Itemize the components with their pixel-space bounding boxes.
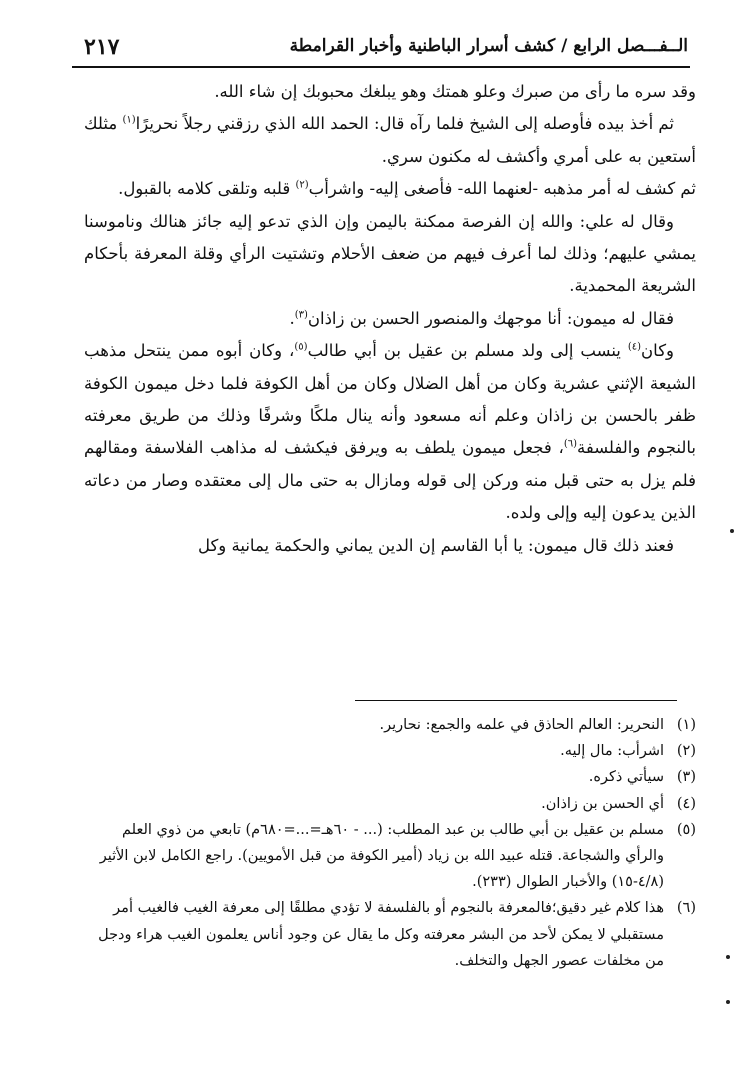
footnote-number: (١) bbox=[676, 717, 696, 733]
footnote-ref-4[interactable]: (٤) bbox=[627, 341, 642, 353]
footnote-text: هذا كلام غير دقيق؛فالمعرفة بالنجوم أو بالفلسفة لا تؤدي مطلقًا إلى معرفة الغيب فالغيب أمر مستقبلي لا يمكن لأحد من البشر معرفته وكل ما يقال عن وجود أناس يعلمون الغيب هراء ودجل من مخلفات عصور الجهل والتخلف. bbox=[98, 900, 664, 969]
footnote-2 bbox=[84, 738, 696, 764]
footnote-6 bbox=[84, 895, 696, 974]
page-number: ٢١٧ bbox=[84, 34, 120, 60]
footnote-text: اشرأب: مال إليه. bbox=[560, 743, 664, 760]
body-text bbox=[84, 76, 696, 562]
footnote-text: سيأتي ذكره. bbox=[588, 769, 664, 786]
footnotes bbox=[84, 712, 696, 974]
scan-speck bbox=[726, 1000, 730, 1004]
footnote-ref-3[interactable]: (٣) bbox=[294, 309, 308, 321]
paragraph-3: ثم كشف له أمر مذهبه -لعنهما الله- فأصغى إليه- واشرأب$^{(٢)}$ قلبه وتلقى كلامه بالقبول. bbox=[118, 179, 696, 199]
footnote-separator bbox=[355, 700, 677, 701]
footnote-ref-1[interactable]: (١) bbox=[122, 114, 136, 126]
footnote-ref-5[interactable]: (٥) bbox=[294, 341, 308, 353]
paragraph-4: وقال له علي: والله إن الفرصة ممكنة باليمن وإن الذي تدعو إليه جائز هنالك وناموسنا يمشي عليهم؛ وذلك لما أعرف فيهم من ضعف الأحلام وتشتيت الرأي وقلة المعرفة بأحكام الشريعة المحمدية. bbox=[84, 211, 696, 296]
footnote-number: (٣) bbox=[676, 769, 696, 786]
paragraph-1: وقد سره ما رأى من صبرك وعلو همتك وهو يبلغك محبوبك إن شاء الله. bbox=[214, 82, 696, 101]
footnote-1 bbox=[84, 712, 696, 738]
footnote-3 bbox=[84, 764, 696, 790]
footnote-text: النحرير: العالم الحاذق في علمه والجمع: نحارير. bbox=[379, 717, 664, 733]
scan-speck bbox=[730, 529, 734, 533]
footnote-ref-2[interactable]: (٢) bbox=[295, 179, 309, 191]
footnote-number: (٤) bbox=[676, 795, 696, 812]
paragraph-6: وكان$^{(٤)}$ ينسب إلى ولد مسلم بن عقيل بن أبي طالب$^{(٥)}$، وكان أبوه ممن ينتحل مذهب الشيعة الإثني عشرية وكان من أهل الضلال وكان من أهل الكوفة فلما دخل ميمون الكوفة ظفر بالحسن بن زاذان وعلم أنه مسعود وأنه ينال ملكًا وشرفًا وذلك من طريق معرفته بالنجوم والفلسفة$^{(٦)}$، فجعل ميمون يلطف به ويرفق فيكشف له مذاهب الفلاسفة ومقالهم فلم يزل به حتى قبل منه وركن إلى قوله ومازال به حتى مال إلى معتقده وصار من دعاته الذين يدعون إليه وإلى ولده. bbox=[84, 341, 696, 523]
footnote-5 bbox=[84, 817, 696, 896]
paragraph-5: فقال له ميمون: أنا موجهك والمنصور الحسن بن زاذان$^{(٣)}$. bbox=[289, 308, 674, 328]
footnote-number: (٢) bbox=[676, 743, 696, 760]
footnote-number: (٥) bbox=[676, 821, 696, 838]
page-header bbox=[72, 32, 690, 68]
footnote-ref-6[interactable]: (٦) bbox=[563, 438, 577, 450]
running-title: الــفـــصل الرابع / كشف أسرار الباطنية وأخبار القرامطة bbox=[289, 36, 688, 56]
footnote-text: أي الحسن بن زاذان. bbox=[541, 795, 664, 812]
paragraph-7: فعند ذلك قال ميمون: يا أبا القاسم إن الدين يماني والحكمة يمانية وكل bbox=[197, 535, 674, 555]
footnote-number: (٦) bbox=[676, 900, 696, 917]
footnote-text: مسلم بن عقيل بن أبي طالب بن عبد المطلب: (... - ٦٠هـ=...=٦٨٠م) تابعي من ذوي العلم والرأي والشجاعة. قتله عبيد الله بن زياد (أمير الكوفة من قبل الأمويين). راجع الكامل لابن الأثير (٤/٨-١٥) والأخبار الطوال (٢٣٣). bbox=[99, 821, 664, 891]
footnote-4 bbox=[84, 791, 696, 817]
scan-speck bbox=[726, 955, 730, 959]
paragraph-2: ثم أخذ بيده فأوصله إلى الشيخ فلما رآه قال: الحمد الله الذي رزقني رجلاً نحريرًا$^{(١)}$ مثلك أستعين به على أمري وأكشف له مكنون سري. bbox=[84, 114, 696, 166]
